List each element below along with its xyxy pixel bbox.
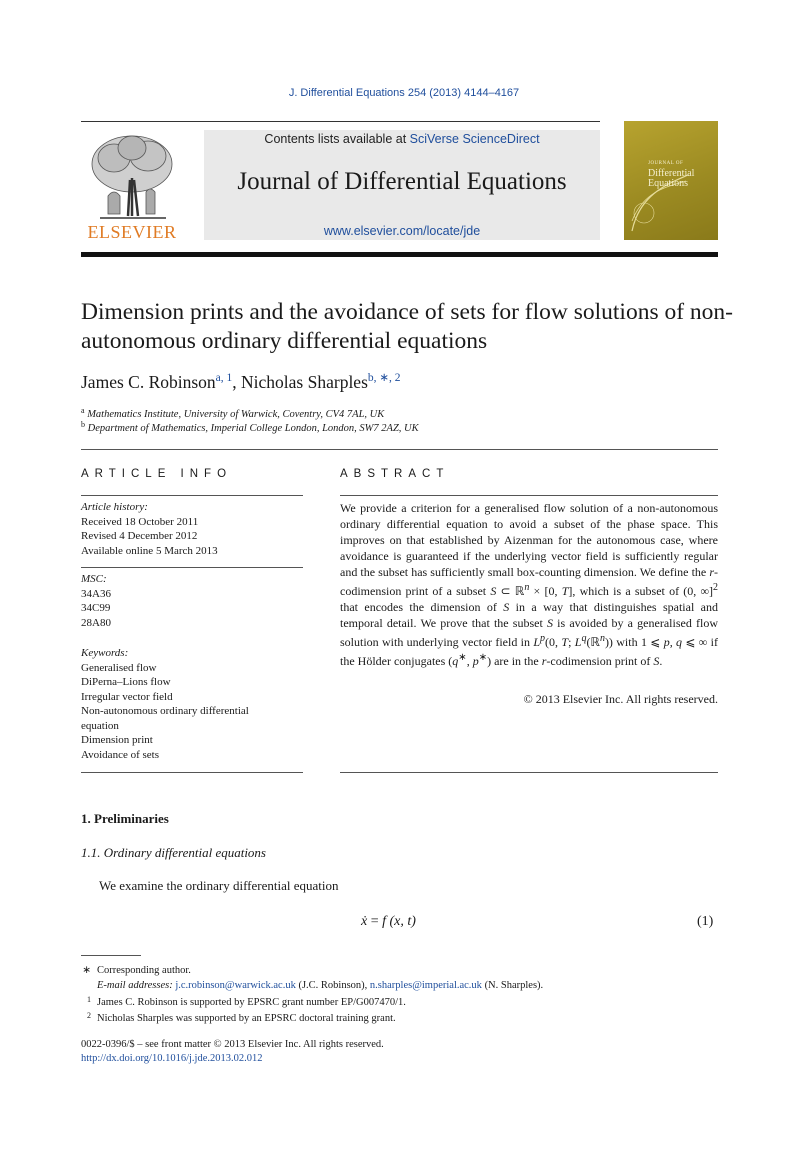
- author-separator: ,: [232, 372, 242, 392]
- equation-number: (1): [697, 914, 714, 929]
- sciencedirect-link[interactable]: SciVerse ScienceDirect: [409, 132, 540, 146]
- affiliation-a-mark: a: [81, 406, 85, 415]
- email-sharples-name: (N. Sharples).: [481, 980, 544, 991]
- abstract-math: L: [574, 635, 582, 649]
- abstract-segment: ⊂ ℝ: [496, 584, 525, 598]
- keywords-label: Keywords:: [81, 647, 129, 659]
- email-robinson-name: (J.C. Robinson),: [295, 980, 370, 991]
- footnote-2-text: Nicholas Sharples was supported by an EPSRC doctoral training grant.: [97, 1013, 396, 1024]
- affiliation-a-text: Mathematics Institute, University of Warwick, Coventry, CV4 7AL, UK: [87, 409, 385, 420]
- msc-code: 34A36: [81, 587, 111, 600]
- abstract-segment: in a way that distinguishes spatial and temporal detail. We prove that the subset: [340, 600, 719, 630]
- abstract-math: L: [533, 635, 541, 649]
- history-label: Article history:: [81, 501, 148, 513]
- equation-args: (x, t): [386, 914, 416, 929]
- footnote-corresponding: [81, 964, 191, 976]
- footnote-corresponding-text: Corresponding author.: [97, 965, 191, 976]
- abstract-math: T: [561, 584, 569, 598]
- msc-code: 34C99: [81, 602, 111, 614]
- affiliation-b: [81, 420, 419, 434]
- abstract-math: 2: [713, 582, 719, 593]
- affiliation-b-mark: b: [81, 420, 85, 429]
- footnote-1-mark: 1: [87, 995, 91, 1004]
- abstract-segment: that encodes the dimension of: [340, 600, 504, 614]
- info-top-rule: [81, 449, 718, 450]
- abstract-math: p: [472, 654, 479, 668]
- issn-line: 0022-0396/$ – see front matter © 2013 Elsevier Inc. All rights reserved.: [81, 1039, 384, 1050]
- affiliation-b-text: Department of Mathematics, Imperial College London, London, SW7 2AZ, UK: [87, 423, 419, 434]
- abstract-segment: .: [659, 654, 663, 668]
- abstract-math: r: [541, 654, 547, 668]
- keyword: Avoidance of sets: [81, 748, 159, 761]
- email-sharples-link[interactable]: n.sharples@imperial.ac.uk: [369, 980, 482, 991]
- publisher-logo: [80, 130, 184, 242]
- abstract-math: r: [709, 565, 714, 579]
- publisher-name: ELSEVIER: [87, 222, 177, 242]
- abstract-segment: (ℝ: [586, 635, 600, 649]
- keyword: Generalised flow: [81, 661, 157, 674]
- footnote-emails: [97, 980, 543, 991]
- journal-header-box: [204, 130, 600, 240]
- author-robinson-marks[interactable]: a, 1: [215, 372, 233, 384]
- abstract-heading: ABSTRACT: [340, 468, 450, 480]
- contents-line: [204, 132, 600, 146]
- affiliation-a: [81, 406, 384, 420]
- keyword: Non-autonomous ordinary differential: [81, 705, 249, 717]
- abstract-math: S: [490, 584, 497, 598]
- keyword: equation: [81, 719, 119, 732]
- abstract-math: q: [452, 654, 459, 668]
- abstract-math: ∗: [478, 652, 488, 663]
- abstract-math: n: [524, 582, 530, 593]
- abstract-math: q: [581, 633, 587, 644]
- abstract-segment: )) with 1 ⩽: [604, 635, 664, 649]
- section-heading: 1. Preliminaries: [81, 811, 169, 826]
- abstract-segment: (0,: [545, 635, 562, 649]
- equation-f: f: [382, 914, 387, 929]
- keyword: DiPerna–Lions flow: [81, 676, 171, 688]
- abstract-rule-top: [340, 495, 718, 496]
- equation-lhs: ẋ: [361, 914, 368, 929]
- author-sharples-marks[interactable]: b, ∗, 2: [367, 372, 401, 384]
- msc-block: [81, 572, 303, 630]
- abstract-segment: ,: [466, 654, 473, 668]
- msc-code: 28A80: [81, 616, 111, 629]
- abstract-math: S: [546, 616, 553, 630]
- journal-homepage-link[interactable]: www.elsevier.com/locate/jde: [323, 224, 481, 238]
- abstract-math: ∗: [458, 652, 467, 663]
- journal-cover: [624, 121, 718, 240]
- history-received: Received 18 October 2011: [81, 515, 199, 528]
- footnote-2: [81, 1011, 396, 1024]
- abstract-segment: ) are in the: [487, 654, 542, 668]
- header-top-rule: [81, 121, 600, 122]
- cover-line-2: Equations: [648, 178, 688, 189]
- author-robinson: James C. Robinson: [81, 372, 216, 392]
- body-paragraph: We examine the ordinary differential equation: [99, 878, 339, 893]
- msc-label: MSC:: [81, 573, 107, 585]
- author-sharples: Nicholas Sharples: [241, 372, 368, 392]
- info-rule-1: [81, 495, 303, 496]
- cover-title: [648, 159, 712, 189]
- subsection-heading: 1.1. Ordinary differential equations: [81, 845, 266, 860]
- abstract-segment: is avoided by a generalised flow solution with underlying vector field in: [340, 616, 718, 649]
- info-rule-2: [81, 567, 303, 568]
- article-history: [81, 500, 303, 558]
- equation-1: [361, 914, 416, 930]
- abstract-segment: -codimension print of: [546, 654, 654, 668]
- abstract-math: n: [599, 633, 605, 644]
- abstract-rule-bottom: [340, 772, 718, 773]
- email-label: E-mail addresses:: [97, 980, 176, 991]
- abstract-segment: -codimension print of a subset: [340, 565, 718, 598]
- abstract-segment: × [0,: [529, 584, 562, 598]
- article-info-heading: ARTICLE INFO: [81, 468, 233, 480]
- header-thick-rule: [81, 252, 718, 257]
- journal-reference-link[interactable]: J. Differential Equations 254 (2013) 4144–4167: [288, 87, 520, 99]
- footnote-rule: [81, 955, 141, 956]
- article-title: Dimension prints and the avoidance of sets for flow solutions of non-autonomous ordinary differential equations: [81, 299, 734, 354]
- cover-small-label: JOURNAL OF: [648, 161, 684, 166]
- history-online: Available online 5 March 2013: [81, 544, 218, 557]
- abstract-segment: ;: [568, 635, 575, 649]
- email-robinson-link[interactable]: j.c.robinson@warwick.ac.uk: [175, 980, 296, 991]
- journal-title: Journal of Differential Equations: [237, 168, 567, 195]
- abstract-math: p: [540, 633, 546, 644]
- cover-line-1: Differential: [648, 168, 695, 179]
- abstract-math: T: [561, 635, 569, 649]
- abstract-segment: ⩽ ∞ if the Hölder conjugates (: [340, 635, 718, 668]
- abstract-math: p, q: [663, 635, 683, 649]
- footnote-star-mark: ∗: [82, 965, 91, 976]
- elsevier-tree-icon: [80, 130, 184, 222]
- footnote-2-mark: 2: [87, 1011, 91, 1020]
- contents-prefix: Contents lists available at: [264, 132, 410, 146]
- equation-equals: =: [367, 914, 383, 929]
- doi-link[interactable]: http://dx.doi.org/10.1016/j.jde.2013.02.012: [81, 1053, 263, 1064]
- abstract-math: S: [503, 600, 510, 614]
- keyword: Irregular vector field: [81, 690, 173, 703]
- abstract-segment: We provide a criterion for a generalised flow solution of a non-autonomous ordinary differential equation to avoid a subset of the phase space. This improves on that established by Aizenman for the autonomous case, where avoidance is guaranteed if the underlying vector field is sufficiently regular and the subset has sufficiently small box-counting dimension. We define the: [340, 501, 718, 579]
- footnote-1-text: James C. Robinson is supported by EPSRC grant number EP/G007470/1.: [97, 997, 406, 1008]
- abstract-segment: ], which is a subset of (0, ∞]: [568, 584, 714, 598]
- history-revised: Revised 4 December 2012: [81, 530, 198, 542]
- keywords-block: [81, 646, 303, 762]
- abstract-copyright: © 2013 Elsevier Inc. All rights reserved.: [523, 692, 718, 706]
- info-rule-bottom: [81, 772, 303, 773]
- keyword: Dimension print: [81, 734, 153, 746]
- abstract-text: [340, 500, 718, 669]
- journal-reference[interactable]: [0, 87, 808, 99]
- author-list: [81, 370, 401, 393]
- footnote-1: [81, 995, 406, 1008]
- abstract-math: S: [653, 654, 660, 668]
